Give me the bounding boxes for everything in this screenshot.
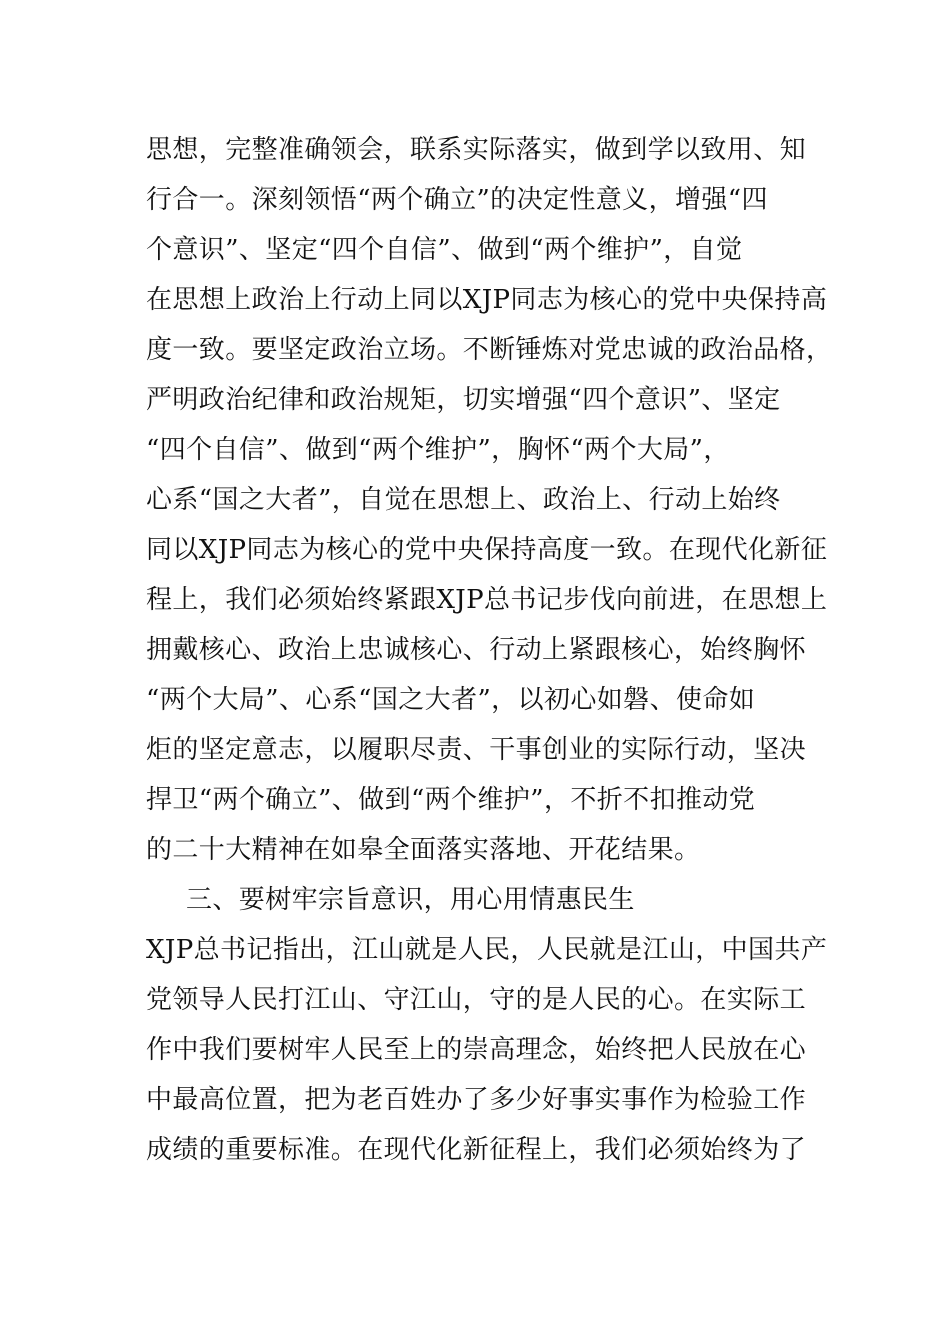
- text-line: “四个自信”、做到“两个维护”，胸怀“两个大局”，: [146, 435, 730, 465]
- text-line: 思想，完整准确领会，联系实际落实，做到学以致用、知: [146, 135, 807, 165]
- text-line: 作中我们要树牢人民至上的崇高理念，始终把人民放在心: [146, 1035, 807, 1065]
- text-line: 的二十大精神在如皋全面落实落地、开花结果。: [146, 835, 701, 865]
- text-line: “两个大局”、心系“国之大者”，以初心如磐、使命如: [146, 685, 756, 715]
- text-line: 个意识”、坚定“四个自信”、做到“两个维护”，自觉: [146, 235, 743, 265]
- text-line: 行合一。深刻领悟“两个确立”的决定性意义，增强“四: [146, 185, 768, 215]
- text-line: 度一致。要坚定政治立场。不断锤炼对党忠诚的政治品格，: [146, 335, 833, 365]
- text-line: 中最高位置，把为老百姓办了多少好事实事作为检验工作: [146, 1085, 807, 1115]
- text-line: 同以XJP同志为核心的党中央保持高度一致。在现代化新征: [146, 535, 828, 565]
- text-line: 程上，我们必须始终紧跟XJP总书记步伐向前进，在思想上: [146, 585, 828, 615]
- text-line: 在思想上政治上行动上同以XJP同志为核心的党中央保持高: [146, 285, 828, 315]
- text-line: 成绩的重要标准。在现代化新征程上，我们必须始终为了: [146, 1135, 807, 1165]
- text-line: 拥戴核心、政治上忠诚核心、行动上紧跟核心，始终胸怀: [146, 635, 807, 665]
- section-heading: 三、要树牢宗旨意识，用心用情惠民生: [186, 885, 635, 915]
- text-line: 严明政治纪律和政治规矩，切实增强“四个意识”、坚定: [146, 385, 781, 415]
- text-line: 心系“国之大者”，自觉在思想上、政治上、行动上始终: [146, 485, 781, 515]
- text-line: 捍卫“两个确立”、做到“两个维护”，不折不扣推动党: [146, 785, 756, 815]
- text-line: 党领导人民打江山、守江山，守的是人民的心。在实际工: [146, 985, 807, 1015]
- text-line: 炬的坚定意志，以履职尽责、干事创业的实际行动，坚决: [146, 735, 807, 765]
- text-line: XJP总书记指出，江山就是人民，人民就是江山，中国共产: [146, 935, 828, 965]
